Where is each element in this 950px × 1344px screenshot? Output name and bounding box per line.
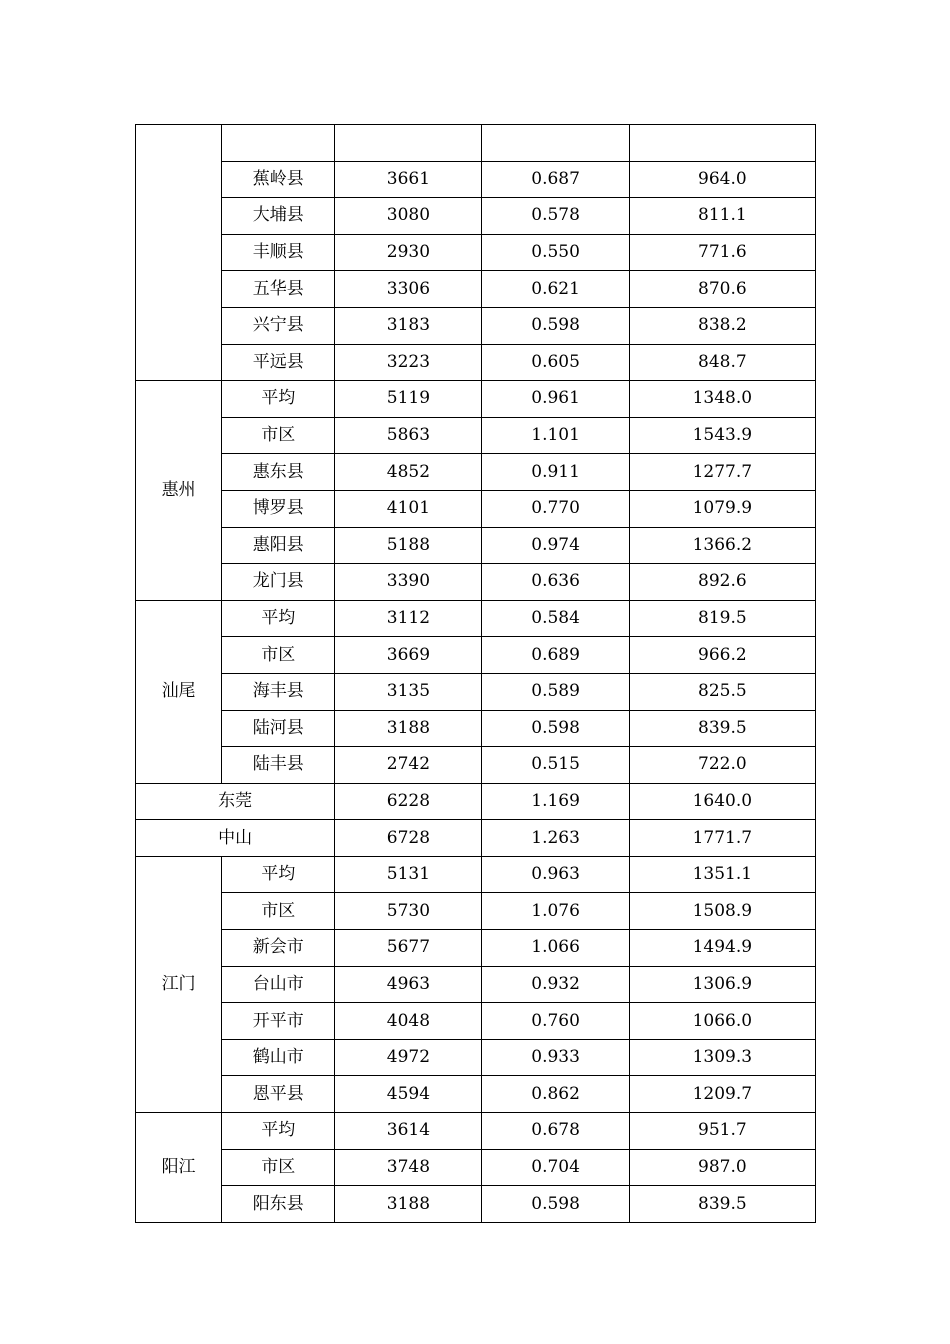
value-1: 4101 [335, 490, 482, 527]
value-3: 966.2 [629, 637, 815, 674]
county-name: 市区 [222, 1149, 335, 1186]
value-1: 2742 [335, 747, 482, 784]
table-row [136, 747, 816, 784]
value-2: 0.687 [482, 161, 629, 198]
value-2: 0.961 [482, 381, 629, 418]
table-row [136, 161, 816, 198]
value-3: 964.0 [629, 161, 815, 198]
value-3: 951.7 [629, 1113, 815, 1150]
value-3: 1508.9 [629, 893, 815, 930]
county-name: 惠东县 [222, 454, 335, 491]
county-name: 平均 [222, 856, 335, 893]
county-name: 陆河县 [222, 710, 335, 747]
table-row [136, 381, 816, 418]
value-3: 1079.9 [629, 490, 815, 527]
county-name: 大埔县 [222, 198, 335, 235]
value-2: 0.932 [482, 966, 629, 1003]
value-2: 0.933 [482, 1039, 629, 1076]
table-row [136, 1039, 816, 1076]
value-1: 5119 [335, 381, 482, 418]
county-name: 市区 [222, 893, 335, 930]
value-3: 1306.9 [629, 966, 815, 1003]
table-row [136, 234, 816, 271]
value-2: 0.578 [482, 198, 629, 235]
city-name: 中山 [136, 820, 335, 857]
county-name: 台山市 [222, 966, 335, 1003]
value-1: 3306 [335, 271, 482, 308]
county-name: 新会市 [222, 930, 335, 967]
value-1: 6228 [335, 783, 482, 820]
county-name: 平均 [222, 1113, 335, 1150]
value-2: 1.101 [482, 417, 629, 454]
value-2: 0.584 [482, 600, 629, 637]
value-2: 0.963 [482, 856, 629, 893]
value-1: 3080 [335, 198, 482, 235]
city-name: 东莞 [136, 783, 335, 820]
value-1 [335, 125, 482, 162]
table-row [136, 417, 816, 454]
table-row [136, 271, 816, 308]
county-name: 丰顺县 [222, 234, 335, 271]
county-name: 博罗县 [222, 490, 335, 527]
value-3: 1351.1 [629, 856, 815, 893]
value-2: 0.515 [482, 747, 629, 784]
value-1: 3669 [335, 637, 482, 674]
city-name: 惠州 [136, 381, 222, 601]
county-name: 市区 [222, 417, 335, 454]
county-name: 惠阳县 [222, 527, 335, 564]
table-row [136, 490, 816, 527]
value-1: 3390 [335, 564, 482, 601]
table-row [136, 637, 816, 674]
value-1: 3188 [335, 1186, 482, 1223]
value-2: 0.589 [482, 673, 629, 710]
value-3: 1494.9 [629, 930, 815, 967]
value-3: 839.5 [629, 710, 815, 747]
table-row [136, 856, 816, 893]
county-name: 平均 [222, 381, 335, 418]
county-name: 海丰县 [222, 673, 335, 710]
county-name: 陆丰县 [222, 747, 335, 784]
value-1: 6728 [335, 820, 482, 857]
table-row [136, 454, 816, 491]
table-row [136, 600, 816, 637]
value-3: 1066.0 [629, 1003, 815, 1040]
value-3: 1209.7 [629, 1076, 815, 1113]
table-row [136, 307, 816, 344]
value-1: 3188 [335, 710, 482, 747]
value-2: 0.678 [482, 1113, 629, 1150]
value-2: 0.550 [482, 234, 629, 271]
table-row [136, 966, 816, 1003]
table-row [136, 1186, 816, 1223]
county-name: 恩平县 [222, 1076, 335, 1113]
value-3: 1277.7 [629, 454, 815, 491]
value-1: 4594 [335, 1076, 482, 1113]
value-2: 0.605 [482, 344, 629, 381]
value-2: 0.760 [482, 1003, 629, 1040]
value-2: 1.066 [482, 930, 629, 967]
city-name: 阳江 [136, 1113, 222, 1223]
value-1: 3748 [335, 1149, 482, 1186]
value-3: 1348.0 [629, 381, 815, 418]
value-2: 0.598 [482, 710, 629, 747]
table-row [136, 344, 816, 381]
value-2: 0.770 [482, 490, 629, 527]
county-name [222, 125, 335, 162]
value-3: 1366.2 [629, 527, 815, 564]
table-row [136, 1003, 816, 1040]
table-row [136, 930, 816, 967]
value-1: 3112 [335, 600, 482, 637]
table-row [136, 1113, 816, 1150]
county-name: 龙门县 [222, 564, 335, 601]
value-1: 4972 [335, 1039, 482, 1076]
value-1: 4852 [335, 454, 482, 491]
table-row [136, 893, 816, 930]
value-2: 0.621 [482, 271, 629, 308]
value-3: 1640.0 [629, 783, 815, 820]
value-2: 0.862 [482, 1076, 629, 1113]
data-table [135, 124, 816, 1223]
table-row [136, 1076, 816, 1113]
value-3: 987.0 [629, 1149, 815, 1186]
value-3: 1771.7 [629, 820, 815, 857]
value-2: 0.704 [482, 1149, 629, 1186]
value-1: 5677 [335, 930, 482, 967]
value-1: 3661 [335, 161, 482, 198]
value-2: 0.598 [482, 1186, 629, 1223]
table-row [136, 820, 816, 857]
value-2: 0.598 [482, 307, 629, 344]
city-name: 汕尾 [136, 600, 222, 783]
value-1: 5863 [335, 417, 482, 454]
table-row [136, 710, 816, 747]
county-name: 蕉岭县 [222, 161, 335, 198]
value-1: 5730 [335, 893, 482, 930]
county-name: 兴宁县 [222, 307, 335, 344]
value-2: 0.689 [482, 637, 629, 674]
table-row [136, 527, 816, 564]
table-row [136, 125, 816, 162]
county-name: 开平市 [222, 1003, 335, 1040]
value-3: 848.7 [629, 344, 815, 381]
value-2: 1.076 [482, 893, 629, 930]
value-3: 722.0 [629, 747, 815, 784]
value-1: 3183 [335, 307, 482, 344]
county-name: 阳东县 [222, 1186, 335, 1223]
value-3: 870.6 [629, 271, 815, 308]
value-3: 838.2 [629, 307, 815, 344]
value-1: 4048 [335, 1003, 482, 1040]
county-name: 五华县 [222, 271, 335, 308]
county-name: 市区 [222, 637, 335, 674]
value-3: 825.5 [629, 673, 815, 710]
value-2: 1.263 [482, 820, 629, 857]
table-row [136, 1149, 816, 1186]
value-3: 819.5 [629, 600, 815, 637]
table-row [136, 198, 816, 235]
value-3: 811.1 [629, 198, 815, 235]
table-row [136, 783, 816, 820]
value-3: 839.5 [629, 1186, 815, 1223]
value-3: 892.6 [629, 564, 815, 601]
value-2: 0.974 [482, 527, 629, 564]
value-2: 0.636 [482, 564, 629, 601]
city-name: 江门 [136, 856, 222, 1112]
county-name: 平均 [222, 600, 335, 637]
value-1: 4963 [335, 966, 482, 1003]
table-row [136, 673, 816, 710]
value-1: 5131 [335, 856, 482, 893]
value-2 [482, 125, 629, 162]
value-3: 1543.9 [629, 417, 815, 454]
value-2: 0.911 [482, 454, 629, 491]
value-1: 3135 [335, 673, 482, 710]
value-1: 3614 [335, 1113, 482, 1150]
value-3: 1309.3 [629, 1039, 815, 1076]
value-3: 771.6 [629, 234, 815, 271]
value-1: 5188 [335, 527, 482, 564]
value-2: 1.169 [482, 783, 629, 820]
county-name: 鹤山市 [222, 1039, 335, 1076]
value-3 [629, 125, 815, 162]
county-name: 平远县 [222, 344, 335, 381]
value-1: 3223 [335, 344, 482, 381]
table-row [136, 564, 816, 601]
value-1: 2930 [335, 234, 482, 271]
city-cell-continued [136, 125, 222, 381]
